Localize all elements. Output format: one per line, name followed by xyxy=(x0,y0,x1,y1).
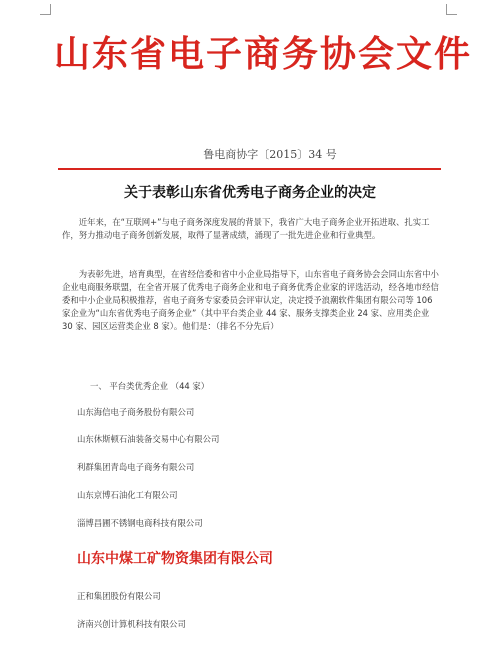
company-item: 利群集团青岛电子商务有限公司 xyxy=(77,462,195,472)
company-item: 正和集团股份有限公司 xyxy=(77,591,161,601)
document-number: 鲁电商协字〔2015〕34 号 xyxy=(203,148,337,161)
company-item: 山东海信电子商务股份有限公司 xyxy=(77,407,195,417)
red-divider-line xyxy=(58,168,441,170)
crop-mark-top-left xyxy=(40,4,51,15)
company-item: 山东休斯顿石油装备交易中心有限公司 xyxy=(77,434,220,444)
section-heading: 一、 平台类优秀企业 （44 家） xyxy=(90,381,210,391)
crop-mark-top-right xyxy=(446,4,457,15)
paragraph-award: 为表彰先进，培育典型，在省经信委和省中小企业局指导下，山东省电子商务协会会同山东省中小企业电商服务联盟，在全省开展了优秀电子商务企业和电子商务优秀企业家的评选活动，经各地市经信委和中小企业局积极推荐，省电子商务专家委员会评审认定，决定授予浪潮软件集团有限公司等 106 家企业为“山东省优秀电子商务企业”（其中平台类企业 44 家、服务支撑类企业 24 家、应用类企业 30 家、园区运营类企业 8 家）。他们是：（排名不分先后） xyxy=(62,269,439,331)
paragraph-intro: 近年来，在“互联网+”与电子商务深度发展的背景下，我省广大电子商务企业开拓进取、扎实工作，努力推动电子商务创新发展，取得了显著成绩，涌现了一批先进企业和行业典型。 xyxy=(62,217,430,240)
company-item: 淄博昌圃不锈钢电商科技有限公司 xyxy=(77,518,203,528)
company-item-highlighted: 山东中煤工矿物资集团有限公司 xyxy=(77,551,273,567)
company-item: 济南兴创计算机科技有限公司 xyxy=(77,619,186,629)
company-item: 山东京博石油化工有限公司 xyxy=(77,490,178,500)
document-title: 关于表彰山东省优秀电子商务企业的决定 xyxy=(124,185,376,201)
org-title: 山东省电子商务协会文件 xyxy=(54,33,473,75)
